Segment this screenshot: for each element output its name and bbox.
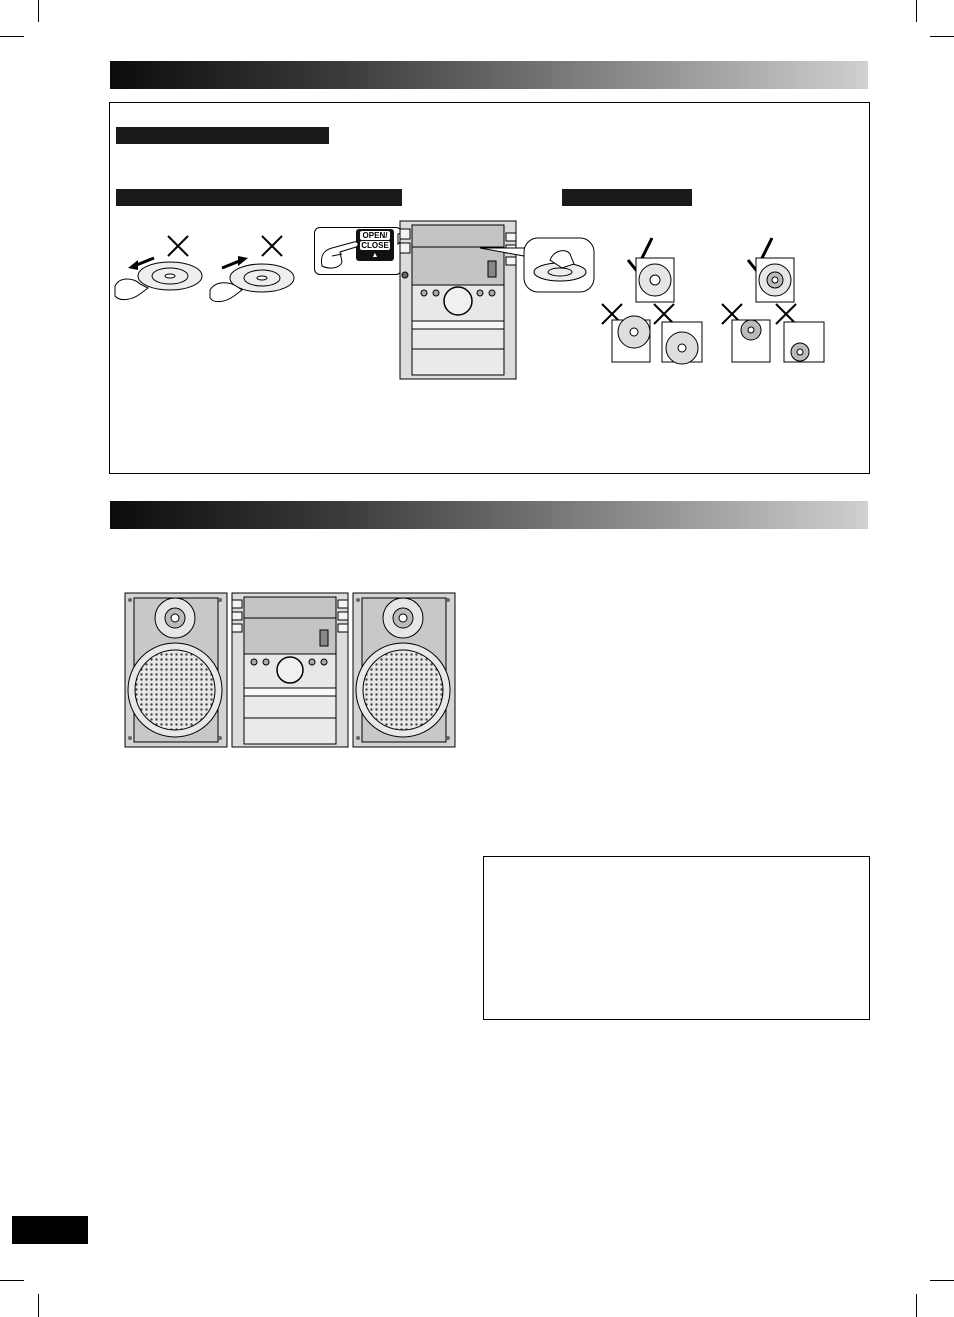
crop-mark [38, 0, 39, 22]
page-number-tab [12, 1216, 88, 1244]
crop-mark [916, 0, 917, 22]
note-box [483, 856, 870, 1020]
right-speaker [353, 593, 455, 747]
crop-mark [916, 1294, 917, 1317]
crop-mark [0, 1280, 24, 1281]
label-bar [562, 189, 692, 206]
section-header-bar [110, 501, 868, 529]
finger-press-illustration [318, 236, 362, 270]
cross-mark-icon [262, 236, 282, 256]
main-unit [232, 593, 348, 747]
open-close-label-1: OPEN/ [360, 231, 390, 240]
label-bar [116, 189, 402, 206]
crop-mark [930, 1280, 954, 1281]
crop-mark [930, 36, 954, 37]
tray-callout [480, 234, 600, 296]
open-close-label-2: CLOSE [361, 241, 389, 250]
section-header-bar [110, 61, 868, 89]
crop-mark [38, 1294, 39, 1317]
crop-mark [0, 36, 24, 37]
system-illustration [124, 592, 456, 748]
cross-mark-icon [654, 304, 674, 324]
left-speaker [125, 593, 227, 747]
disc-type-illustrations [596, 232, 836, 368]
eject-icon: ▲ [371, 252, 379, 259]
label-bar [116, 127, 329, 144]
cross-mark-icon [776, 304, 796, 324]
cross-mark-icon [168, 236, 188, 256]
disc-wiping-illustration [110, 228, 310, 308]
